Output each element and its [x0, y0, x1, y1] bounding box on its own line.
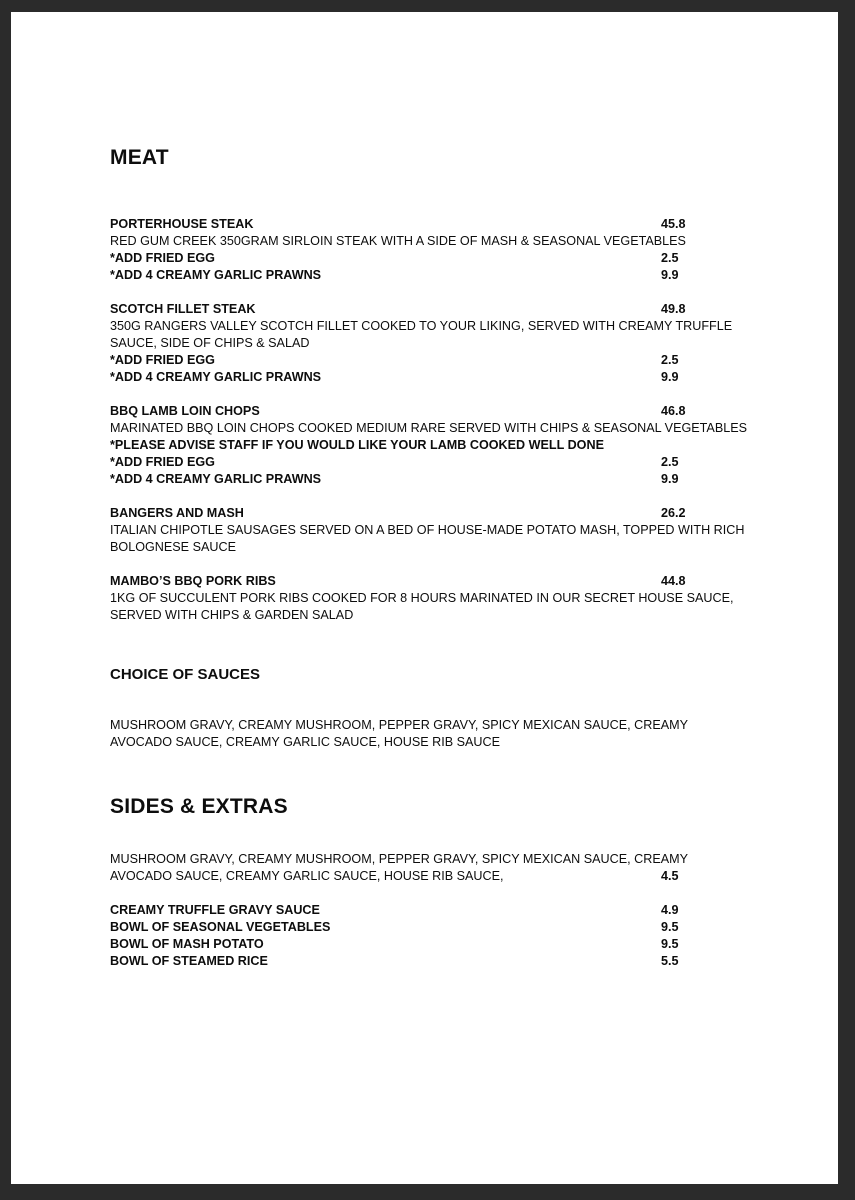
menu-item-price: 26.2 — [661, 506, 686, 520]
menu-item-description: 350G RANGERS VALLEY SCOTCH FILLET COOKED TO YOUR LIKING, SERVED WITH CREAMY TRUFFLE — [110, 319, 733, 333]
menu-item-price: 49.8 — [661, 302, 686, 316]
addon-label: *ADD 4 CREAMY GARLIC PRAWNS — [110, 472, 322, 486]
addon-price: 9.9 — [661, 370, 679, 384]
meat-heading: MEAT — [110, 146, 169, 169]
menu-item-name: MAMBO’S BBQ PORK RIBS — [110, 574, 276, 588]
side-item-name: BOWL OF SEASONAL VEGETABLES — [110, 920, 331, 934]
addon-price: 9.9 — [661, 472, 679, 486]
menu-page — [11, 12, 838, 1184]
sides-sauce-text: AVOCADO SAUCE, CREAMY GARLIC SAUCE, HOUSE RIB SAUCE, — [110, 869, 504, 883]
sauces-text: AVOCADO SAUCE, CREAMY GARLIC SAUCE, HOUSE RIB SAUCE — [110, 735, 501, 749]
menu-item-price: 45.8 — [661, 217, 686, 231]
side-item-name: CREAMY TRUFFLE GRAVY SAUCE — [110, 903, 320, 917]
menu-item-description: MARINATED BBQ LOIN CHOPS COOKED MEDIUM RARE SERVED WITH CHIPS & SEASONAL VEGETABLES — [110, 421, 748, 435]
side-item-price: 5.5 — [661, 954, 679, 968]
side-item-name: BOWL OF MASH POTATO — [110, 937, 264, 951]
addon-label: *ADD 4 CREAMY GARLIC PRAWNS — [110, 268, 322, 282]
addon-label: *ADD FRIED EGG — [110, 455, 215, 469]
menu-item-price: 46.8 — [661, 404, 686, 418]
menu-item-name: BBQ LAMB LOIN CHOPS — [110, 404, 260, 418]
menu-item-note: *PLEASE ADVISE STAFF IF YOU WOULD LIKE YOUR LAMB COOKED WELL DONE — [110, 438, 604, 452]
menu-item-price: 44.8 — [661, 574, 686, 588]
menu-item-name: SCOTCH FILLET STEAK — [110, 302, 256, 316]
sauces-text: MUSHROOM GRAVY, CREAMY MUSHROOM, PEPPER GRAVY, SPICY MEXICAN SAUCE, CREAMY — [110, 718, 689, 732]
side-item-price: 4.9 — [661, 903, 679, 917]
addon-price: 2.5 — [661, 251, 679, 265]
menu-item-description: ITALIAN CHIPOTLE SAUSAGES SERVED ON A BED OF HOUSE-MADE POTATO MASH, TOPPED WITH RICH — [110, 523, 745, 537]
menu-item-description: 1KG OF SUCCULENT PORK RIBS COOKED FOR 8 HOURS MARINATED IN OUR SECRET HOUSE SAUCE, — [110, 591, 734, 605]
side-item-price: 9.5 — [661, 920, 679, 934]
menu-item-description: SAUCE, SIDE OF CHIPS & SALAD — [110, 336, 310, 350]
sides-heading: SIDES & EXTRAS — [110, 795, 288, 818]
side-item-price: 9.5 — [661, 937, 679, 951]
sides-sauce-price: 4.5 — [661, 869, 679, 883]
menu-item-description: SERVED WITH CHIPS & GARDEN SALAD — [110, 608, 354, 622]
menu-item-name: PORTERHOUSE STEAK — [110, 217, 254, 231]
addon-label: *ADD FRIED EGG — [110, 251, 215, 265]
addon-label: *ADD 4 CREAMY GARLIC PRAWNS — [110, 370, 322, 384]
addon-price: 2.5 — [661, 455, 679, 469]
addon-label: *ADD FRIED EGG — [110, 353, 215, 367]
sauces-heading: CHOICE OF SAUCES — [110, 666, 261, 683]
menu-item-name: BANGERS AND MASH — [110, 506, 244, 520]
side-item-name: BOWL OF STEAMED RICE — [110, 954, 268, 968]
menu-item-description: RED GUM CREEK 350GRAM SIRLOIN STEAK WITH A SIDE OF MASH & SEASONAL VEGETABLES — [110, 234, 686, 248]
addon-price: 2.5 — [661, 353, 679, 367]
sides-sauce-text: MUSHROOM GRAVY, CREAMY MUSHROOM, PEPPER GRAVY, SPICY MEXICAN SAUCE, CREAMY — [110, 852, 689, 866]
addon-price: 9.9 — [661, 268, 679, 282]
menu-item-description: BOLOGNESE SAUCE — [110, 540, 236, 554]
